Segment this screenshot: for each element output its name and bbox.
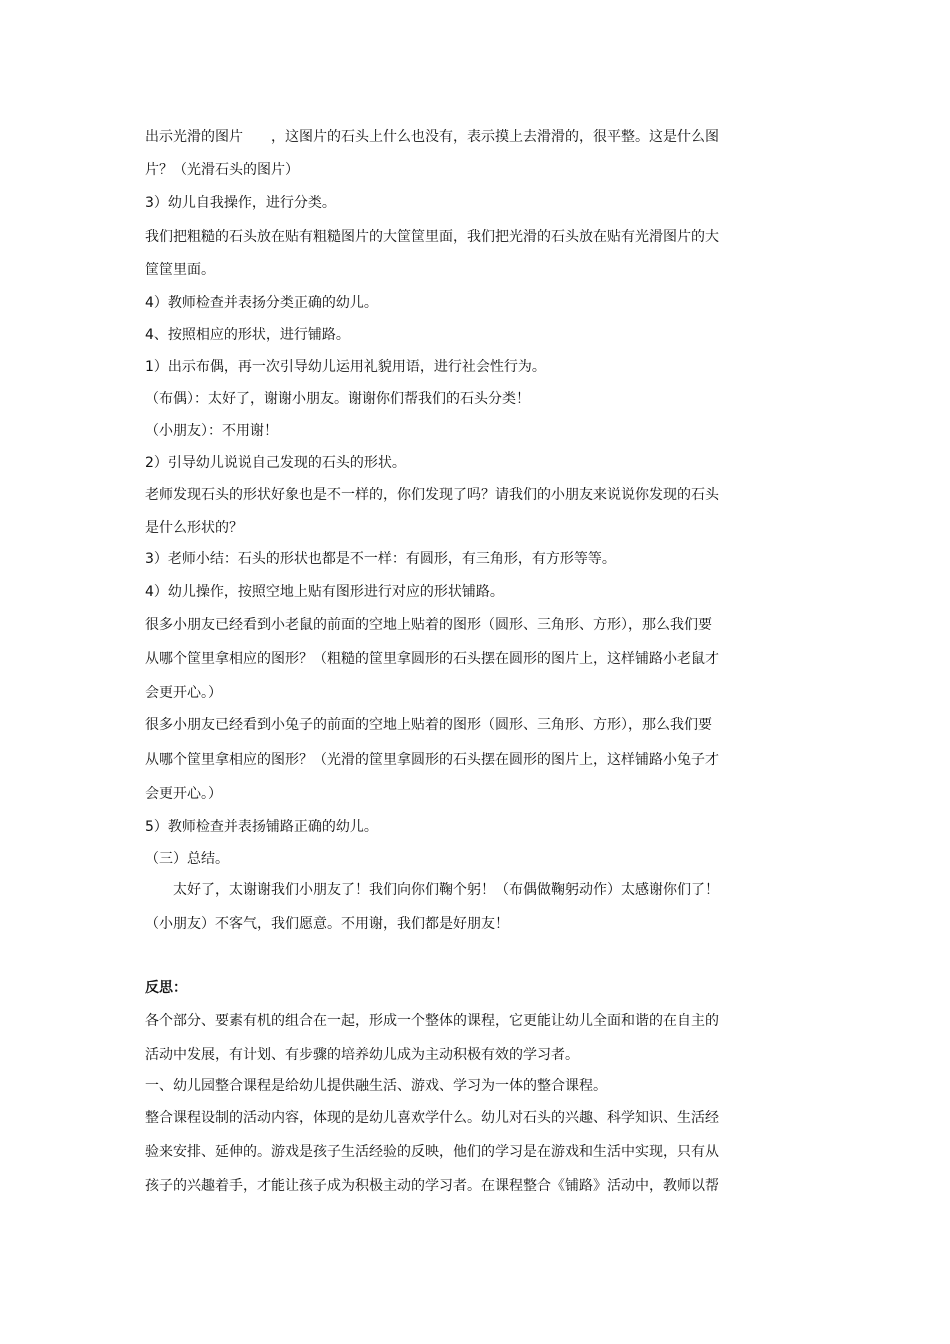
text-line: 整合课程设制的活动内容，体现的是幼儿喜欢学什么。幼儿对石头的兴趣、科学知识、生活经: [145, 1110, 719, 1126]
text-line: 验来安排、延伸的。游戏是孩子生活经验的反映，他们的学习是在游戏和生活中实现，只有从: [145, 1144, 719, 1160]
text-line: 5）教师检查并表扬铺路正确的幼儿。: [145, 819, 378, 835]
text-line: （小朋友）：不用谢！: [145, 423, 278, 439]
text-line: 我们把粗糙的石头放在贴有粗糙图片的大筐筐里面，我们把光滑的石头放在贴有光滑图片的大: [145, 229, 719, 245]
text-line: 各个部分、要素有机的组合在一起，形成一个整体的课程，它更能让幼儿全面和谐的在自主的: [145, 1013, 719, 1029]
text-line: 出示光滑的图片 ，这图片的石头上什么也没有，表示摸上去滑滑的，很平整。这是什么图: [145, 129, 719, 145]
text-line: 2）引导幼儿说说自己发现的石头的形状。: [145, 455, 406, 471]
text-line: （小朋友）不客气，我们愿意。不用谢，我们都是好朋友！: [145, 916, 509, 932]
text-line: 从哪个筐里拿相应的图形？（光滑的筐里拿圆形的石头摆在圆形的图片上，这样铺路小兔子才: [145, 752, 719, 768]
section-heading: 4、按照相应的形状，进行铺路。: [145, 327, 350, 343]
text-line: 很多小朋友已经看到小老鼠的前面的空地上贴着的图形（圆形、三角形、方形），那么我们要: [145, 617, 712, 633]
text-line: 会更开心。）: [145, 786, 222, 802]
text-line: 4）教师检查并表扬分类正确的幼儿。: [145, 295, 378, 311]
text-line: 3）老师小结：石头的形状也都是不一样：有圆形，有三角形，有方形等等。: [145, 551, 616, 567]
text-line: 很多小朋友已经看到小兔子的前面的空地上贴着的图形（圆形、三角形、方形），那么我们要: [145, 717, 712, 733]
text-line: 孩子的兴趣着手，才能让孩子成为积极主动的学习者。在课程整合《铺路》活动中，教师以帮: [145, 1178, 719, 1194]
text-line: （布偶）：太好了，谢谢小朋友。谢谢你们帮我们的石头分类！: [145, 391, 530, 407]
text-line: 片？（光滑石头的图片）: [145, 162, 299, 178]
section-heading: （三）总结。: [145, 851, 229, 867]
text-line: 是什么形状的？: [145, 520, 243, 536]
text-line: 会更开心。）: [145, 685, 222, 701]
text-line: 从哪个筐里拿相应的图形？（粗糙的筐里拿圆形的石头摆在圆形的图片上，这样铺路小老鼠才: [145, 651, 719, 667]
text-line: 老师发现石头的形状好象也是不一样的，你们发现了吗？请我们的小朋友来说说你发现的石头: [145, 487, 719, 503]
text-line: 1）出示布偶，再一次引导幼儿运用礼貌用语，进行社会性行为。: [145, 359, 546, 375]
reflection-heading: 反思：: [145, 980, 187, 996]
text-line: 筐筐里面。: [145, 262, 215, 278]
section-heading: 一、幼儿园整合课程是给幼儿提供融生活、游戏、学习为一体的整合课程。: [145, 1078, 607, 1094]
text-line: 活动中发展，有计划、有步骤的培养幼儿成为主动积极有效的学习者。: [145, 1047, 579, 1063]
text-line: 3）幼儿自我操作，进行分类。: [145, 195, 336, 211]
text-line: 太好了，太谢谢我们小朋友了！我们向你们鞠个躬！（布偶做鞠躬动作）太感谢你们了！: [145, 882, 719, 898]
text-line: 4）幼儿操作，按照空地上贴有图形进行对应的形状铺路。: [145, 584, 504, 600]
